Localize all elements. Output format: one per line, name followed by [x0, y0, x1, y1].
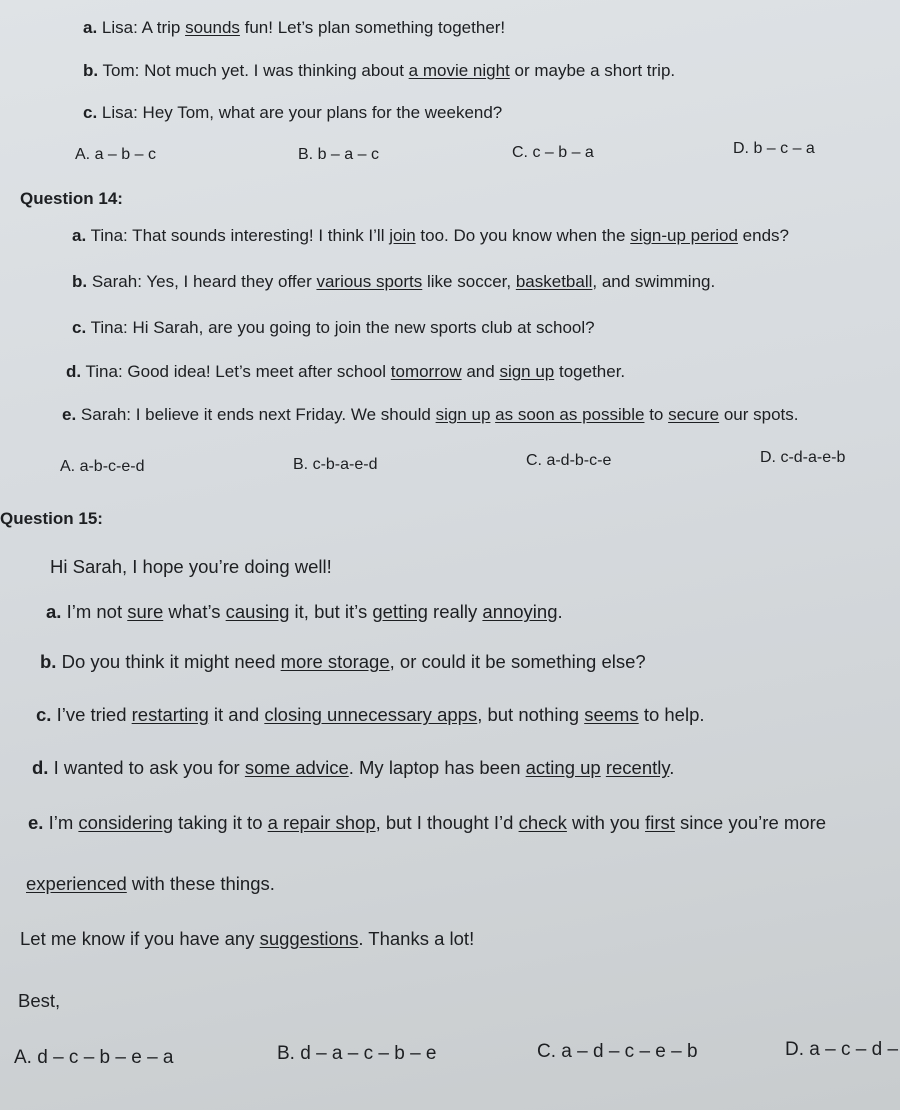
- q14-line-b: b. Sarah: Yes, I heard they offer various sports like soccer, basketball, and swimming.: [72, 272, 716, 291]
- q13-option-d[interactable]: D. b – c – a: [733, 140, 815, 157]
- q15-option-c[interactable]: C. a – d – c – e – b: [537, 1041, 698, 1062]
- q14-line-c: c. Tina: Hi Sarah, are you going to join the new sports club at school?: [72, 318, 595, 337]
- q13-line-b: b. Tom: Not much yet. I was thinking about a movie night or maybe a short trip.: [83, 61, 676, 80]
- q13-line-c: c. Lisa: Hey Tom, what are your plans for the weekend?: [83, 103, 503, 122]
- q15-line-a: a. I’m not sure what’s causing it, but it’s getting really annoying.: [46, 601, 563, 622]
- q13-option-c[interactable]: C. c – b – a: [512, 144, 594, 161]
- q15-signoff: Best,: [18, 990, 61, 1011]
- q13-option-b[interactable]: B. b – a – c: [298, 146, 379, 163]
- q14-option-a[interactable]: A. a-b-c-e-d: [60, 458, 145, 475]
- q15-greeting: Hi Sarah, I hope you’re doing well!: [50, 556, 332, 577]
- q13-option-a[interactable]: A. a – b – c: [75, 146, 156, 163]
- q15-line-d: d. I wanted to ask you for some advice. My laptop has been acting up recently.: [32, 757, 675, 778]
- q14-title: Question 14:: [20, 189, 123, 208]
- q15-line-c: c. I’ve tried restarting it and closing unnecessary apps, but nothing seems to help.: [36, 704, 705, 725]
- q15-line-b: b. Do you think it might need more storage, or could it be something else?: [40, 651, 646, 672]
- q14-option-b[interactable]: B. c-b-a-e-d: [293, 456, 378, 473]
- q13-line-a: a. Lisa: A trip sounds fun! Let’s plan something together!: [83, 18, 506, 37]
- q15-option-a[interactable]: A. d – c – b – e – a: [14, 1047, 174, 1068]
- q15-title: Question 15:: [0, 509, 103, 528]
- q14-line-a: a. Tina: That sounds interesting! I think I’ll join too. Do you know when the sign-up period ends?: [72, 226, 789, 245]
- q15-closing-line: Let me know if you have any suggestions. Thanks a lot!: [20, 928, 475, 949]
- q14-option-c[interactable]: C. a-d-b-c-e: [526, 452, 612, 469]
- q14-option-d[interactable]: D. c-d-a-e-b: [760, 449, 846, 466]
- q15-option-b[interactable]: B. d – a – c – b – e: [277, 1043, 437, 1064]
- q15-line-e-continued: experienced with these things.: [26, 873, 275, 894]
- q14-line-e: e. Sarah: I believe it ends next Friday. We should sign up as soon as possible to secure our spots.: [62, 405, 799, 424]
- q15-line-e: e. I’m considering taking it to a repair shop, but I thought I’d check with you first since you’re more: [28, 812, 827, 833]
- q14-line-d: d. Tina: Good idea! Let’s meet after school tomorrow and sign up together.: [66, 362, 626, 381]
- q15-option-d[interactable]: D. a – c – d –: [785, 1039, 899, 1060]
